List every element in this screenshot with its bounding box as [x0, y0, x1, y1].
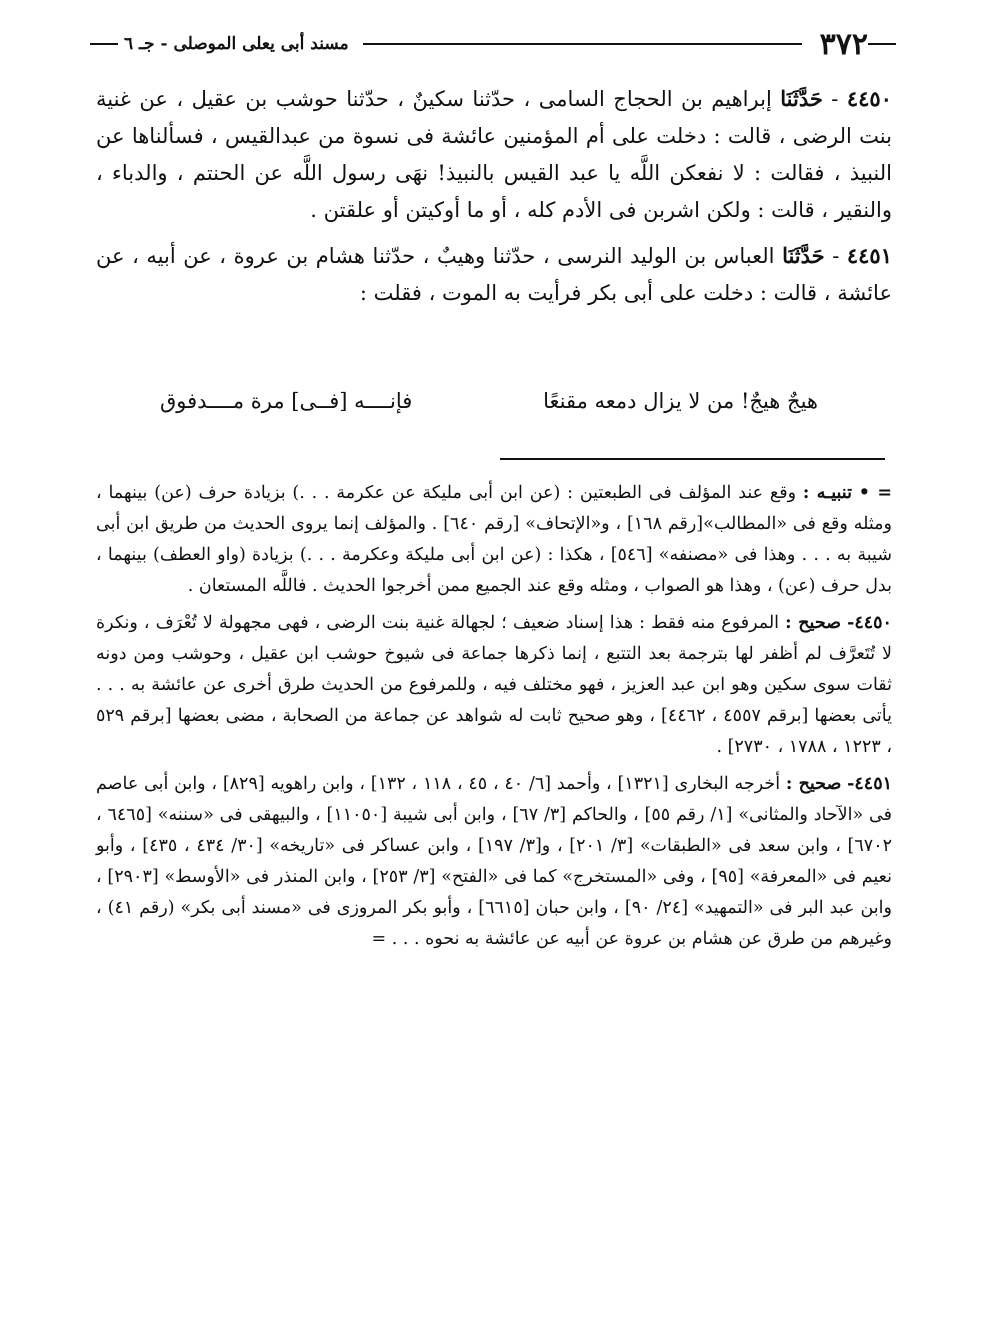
header-dash-right [868, 43, 896, 45]
footnote-text: أخرجه البخارى [١٣٢١] ، وأحمد [٦/ ٤٠ ، ٤٥ ، ١١٨ ، ١٣٢] ، وابن راهويه [٨٢٩] ، وابن أبى عاصم فى «الآحاد والمثانى» [١/ رقم ٥٥] ، والحاكم [٣/ ٦٧] ، وابن أبى شيبة [١١٠٥٠] ، والبيهقى فى «سننه» [٦٤٦٥ ، ٦٧٠٢] ، وابن سعد فى «الطبقات» [٣/ ٢٠١] ، و[٣/ ١٩٧] ، وابن عساكر فى «تاريخه» [٣٠/ ٤٣٤ ، ٤٣٥] ، وأبو نعيم فى «المعرفة» [٩٥] ، وفى «المستخرج» كما فى «الفتح» [٣/ ٢٥٣] ، وابن المنذر فى «الأوسط» [٢٩٠٣] ، وابن عبد البر فى «التمهيد» [٢٤/ ٩٠] ، وابن حبان [٦٦١٥] ، وأبو بكر المروزى فى «مسند أبى بكر» (رقم ٤١) ، وغيرهم من طرق عن هشام بن عروة عن أبيه عن عائشة به نحوه . . . = [96, 774, 892, 949]
hadith-text: العباس بن الوليد النرسى ، حدّثنا وهيبٌ ، حدّثنا هشام بن عروة ، عن أبيه ، عن عائشة ، قالت : دخلت على أبى بكر فرأيت به الموت ، فقلت : [96, 244, 892, 305]
footnote-prefix: ٤٤٥١- [847, 774, 892, 794]
footnote-label: صحيح : [785, 774, 842, 794]
hadith-4451 [96, 237, 892, 312]
hadith-opening: حَدَّثَنَا [782, 243, 825, 268]
footnote-tanbih [96, 478, 892, 602]
hadith-number: ٤٤٥٠ [846, 86, 892, 111]
main-text [96, 80, 892, 320]
footnote-prefix: = • [858, 483, 892, 503]
footnote-4451 [96, 769, 892, 955]
footnote-label: صحيح : [785, 613, 841, 633]
page-header [90, 24, 896, 64]
footnote-4450 [96, 608, 892, 763]
hadith-number: ٤٤٥١ [846, 243, 892, 268]
footnote-text: وقع عند المؤلف فى الطبعتين : (عن ابن أبى مليكة عن عكرمة . . .) بزيادة حرف (عن) بينهما ، ومثله وقع فى «المطالب»[رقم ١٦٨] ، و«الإتحاف» [رقم ٦٤٠] . والمؤلف إنما يروى الحديث من طريق ابن أبى شيبة به . . . وهذا فى «مصنفه» [٥٤٦] ، هكذا : (عن ابن أبى مليكة وعكرمة . . .) بزيادة (واو العطف) بينهما ، بدل حرف (عن) ، وهذا هو الصواب ، ومثله وقع عند الجميع ممن أخرجوا الحديث . فاللَّه المستعان . [96, 483, 892, 596]
footnotes [96, 478, 892, 961]
hadith-opening: حَدَّثَنَا [780, 86, 823, 111]
poem-first-hemistich: هيجٌ هيجٌ! من لا يزال دمعه مقنعًا [543, 389, 818, 413]
hadith-dash: - [822, 87, 839, 111]
hadith-dash: - [824, 244, 840, 268]
poem-second-hemistich: فإنــــه [فــى] مرة مــــدفوق [160, 389, 413, 413]
poem-verse [160, 389, 818, 429]
header-dash-left [90, 43, 118, 45]
running-title: مسند أبى يعلى الموصلى - جـ ٦ [124, 34, 349, 54]
footnote-text: المرفوع منه فقط : هذا إسناد ضعيف ؛ لجهالة غنية بنت الرضى ، فهى مجهولة لا تُعْرَف ، ونكرة لا تُتَعرَّف لم أظفر لها بترجمة بعد التتبع ، إنما ذكرها جماعة فى شيوخ حوشب ابن عقيل ، وحوشب ومن دونه ثقات سوى سكين وهو ابن عبد العزيز ، فهو مختلف فيه ، وللمرفوع من الحديث طرق أخرى عن عائشة به . . . يأتى بعضها [برقم ٤٥٥٧ ، ٤٤٦٢] ، وهو صحيح ثابت له شواهد عن جماعة من الصحابة ، مضى بعضها [برقم ٥٢٩ ، ١٢٢٣ ، ١٧٨٨ ، ٢٧٣٠] . [96, 613, 892, 757]
page-number: ٣٧٢ [819, 26, 868, 62]
hadith-text: إبراهيم بن الحجاج السامى ، حدّثنا سكينٌ ، حدّثنا حوشب بن عقيل ، عن غنية بنت الرضى ، قالت : دخلت على أم المؤمنين عائشة فى نسوة من عبدالقيس ، فسألناها عن النبيذ ، فقالت : لا نفعكن اللَّه يا عبد القيس بالنبيذ! نهَى رسول اللَّه عن الحنتم ، والدباء ، والنقير ، قالت : ولكن اشربن فى الأدم كله ، أو ما أوكيتن أو علقتن . [96, 87, 892, 222]
hadith-4450 [96, 80, 892, 229]
footnote-divider [500, 458, 885, 460]
header-rule [363, 43, 802, 45]
footnote-prefix: ٤٤٥٠- [847, 613, 892, 633]
footnote-label: تنبيـه : [802, 483, 852, 503]
